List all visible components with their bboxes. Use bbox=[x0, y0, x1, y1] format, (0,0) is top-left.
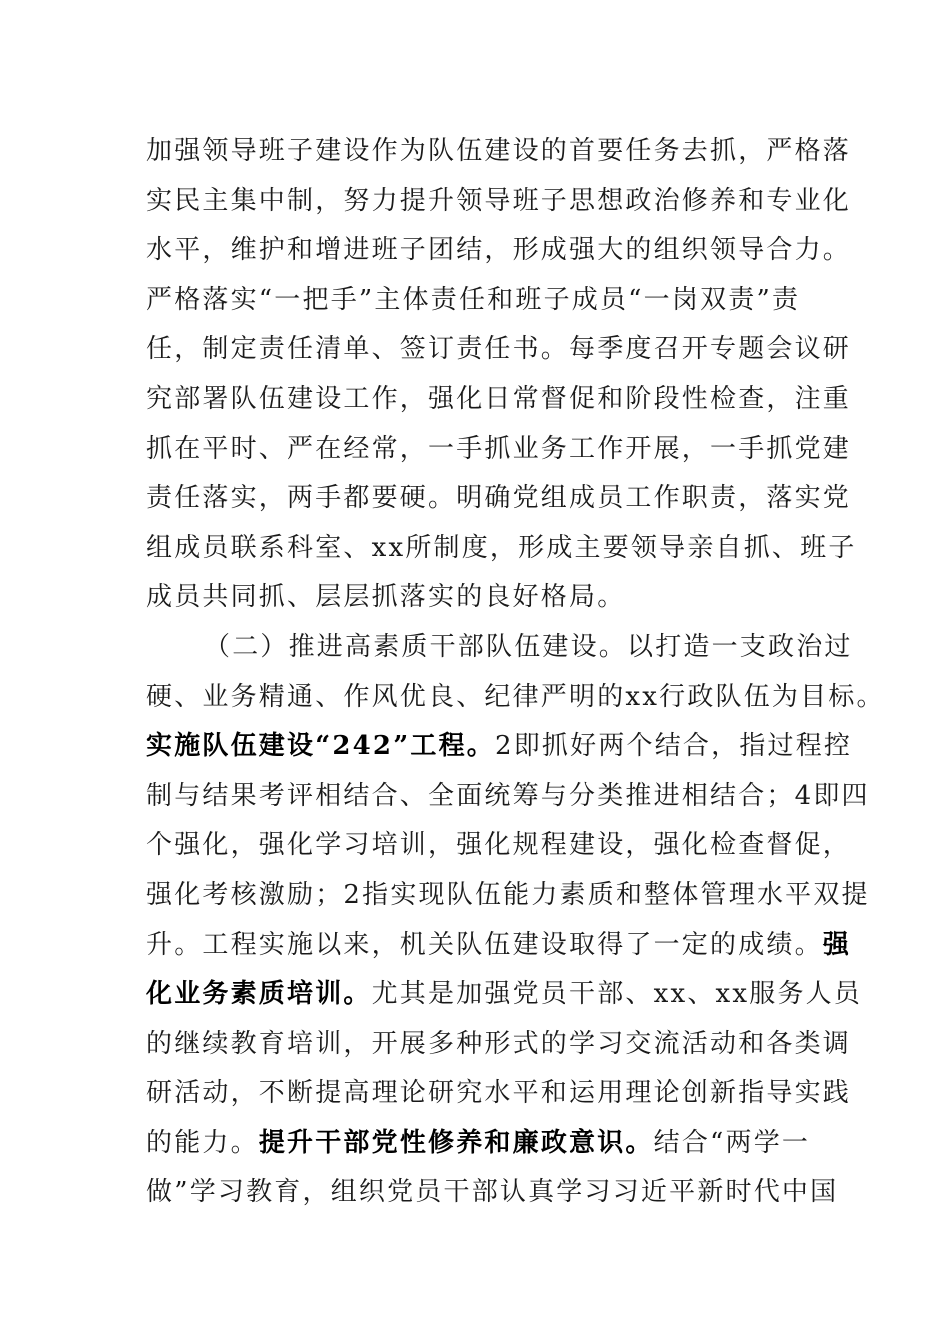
text-line bbox=[146, 772, 870, 822]
body-text-run: （二）推进高素质干部队伍建设。以打造一支政治过 bbox=[204, 631, 853, 662]
body-text-run: 究部署队伍建设工作，强化日常督促和阶段性检查，注重 bbox=[146, 383, 852, 414]
text-line bbox=[146, 573, 826, 623]
body-text-run: 实民主集中制，努力提升领导班子思想政治修养和专业化 bbox=[146, 185, 852, 216]
text-line bbox=[146, 425, 852, 475]
body-text-run: 水平，维护和增进班子团结，形成强大的组织领导合力。 bbox=[146, 235, 852, 266]
text-line bbox=[146, 524, 857, 574]
body-text-run: 硬、业务精通、作风优良、纪律严明的xx行政队伍为目标。 bbox=[146, 681, 885, 712]
bold-heading-text: 化业务素质培训。 bbox=[146, 979, 372, 1010]
bold-heading-text: 强 bbox=[822, 929, 852, 960]
text-line bbox=[146, 673, 885, 723]
text-line bbox=[146, 1020, 852, 1070]
body-text-run: 研活动，不断提高理论研究水平和运用理论创新指导实践 bbox=[146, 1078, 852, 1109]
text-line bbox=[146, 1119, 826, 1169]
body-text-run: 尤其是加强党员干部、xx、xx服务人员 bbox=[371, 979, 863, 1010]
body-text-run: 成员共同抓、层层抓落实的良好格局。 bbox=[146, 582, 626, 613]
bold-heading-text: 实施队伍建设“242”工程。 bbox=[146, 731, 495, 762]
body-text-run: 2即抓好两个结合，指过程控 bbox=[494, 731, 853, 762]
body-text bbox=[146, 127, 885, 1218]
text-line bbox=[146, 177, 852, 227]
text-line bbox=[146, 325, 852, 375]
text-line bbox=[146, 226, 852, 276]
body-text-run: 责任落实，两手都要硬。明确党组成员工作职责，落实党 bbox=[146, 483, 852, 514]
text-line bbox=[146, 1069, 852, 1119]
body-text-run: 的能力。 bbox=[146, 1127, 259, 1158]
bold-heading-text: 提升干部党性修养和廉政意识。 bbox=[258, 1127, 654, 1158]
body-text-run: 结合“两学一 bbox=[653, 1127, 811, 1158]
body-text-run: 的继续教育培训，开展多种形式的学习交流活动和各类调 bbox=[146, 1028, 852, 1059]
text-line bbox=[146, 623, 853, 673]
body-text-run: 制与结果考评相结合、全面统筹与分类推进相结合；4即四 bbox=[146, 780, 870, 811]
text-line bbox=[146, 722, 853, 772]
body-text-run: 抓在平时、严在经常，一手抓业务工作开展，一手抓党建 bbox=[146, 433, 852, 464]
text-line bbox=[146, 871, 870, 921]
body-text-run: 严格落实“一把手”主体责任和班子成员“一岗双责”责 bbox=[146, 284, 801, 315]
text-line bbox=[146, 474, 852, 524]
body-text-run: 个强化，强化学习培训，强化规程建设，强化检查督促， bbox=[146, 830, 852, 861]
text-line bbox=[146, 1168, 839, 1218]
text-line bbox=[146, 375, 852, 425]
text-line bbox=[146, 276, 826, 326]
body-text-run: 加强领导班子建设作为队伍建设的首要任务去抓，严格落 bbox=[146, 136, 852, 166]
body-text-run: 强化考核激励；2指实现队伍能力素质和整体管理水平双提 bbox=[146, 879, 870, 910]
body-text-run: 做”学习教育，组织党员干部认真学习习近平新时代中国 bbox=[146, 1177, 839, 1208]
text-line bbox=[146, 970, 863, 1020]
body-text-run: 组成员联系科室、xx所制度，形成主要领导亲自抓、班子 bbox=[146, 532, 857, 563]
text-line bbox=[146, 127, 852, 177]
text-line bbox=[146, 821, 852, 871]
text-line bbox=[146, 921, 852, 971]
body-text-run: 任，制定责任清单、签订责任书。每季度召开专题会议研 bbox=[146, 334, 852, 365]
body-text-run: 升。工程实施以来，机关队伍建设取得了一定的成绩。 bbox=[146, 929, 823, 960]
